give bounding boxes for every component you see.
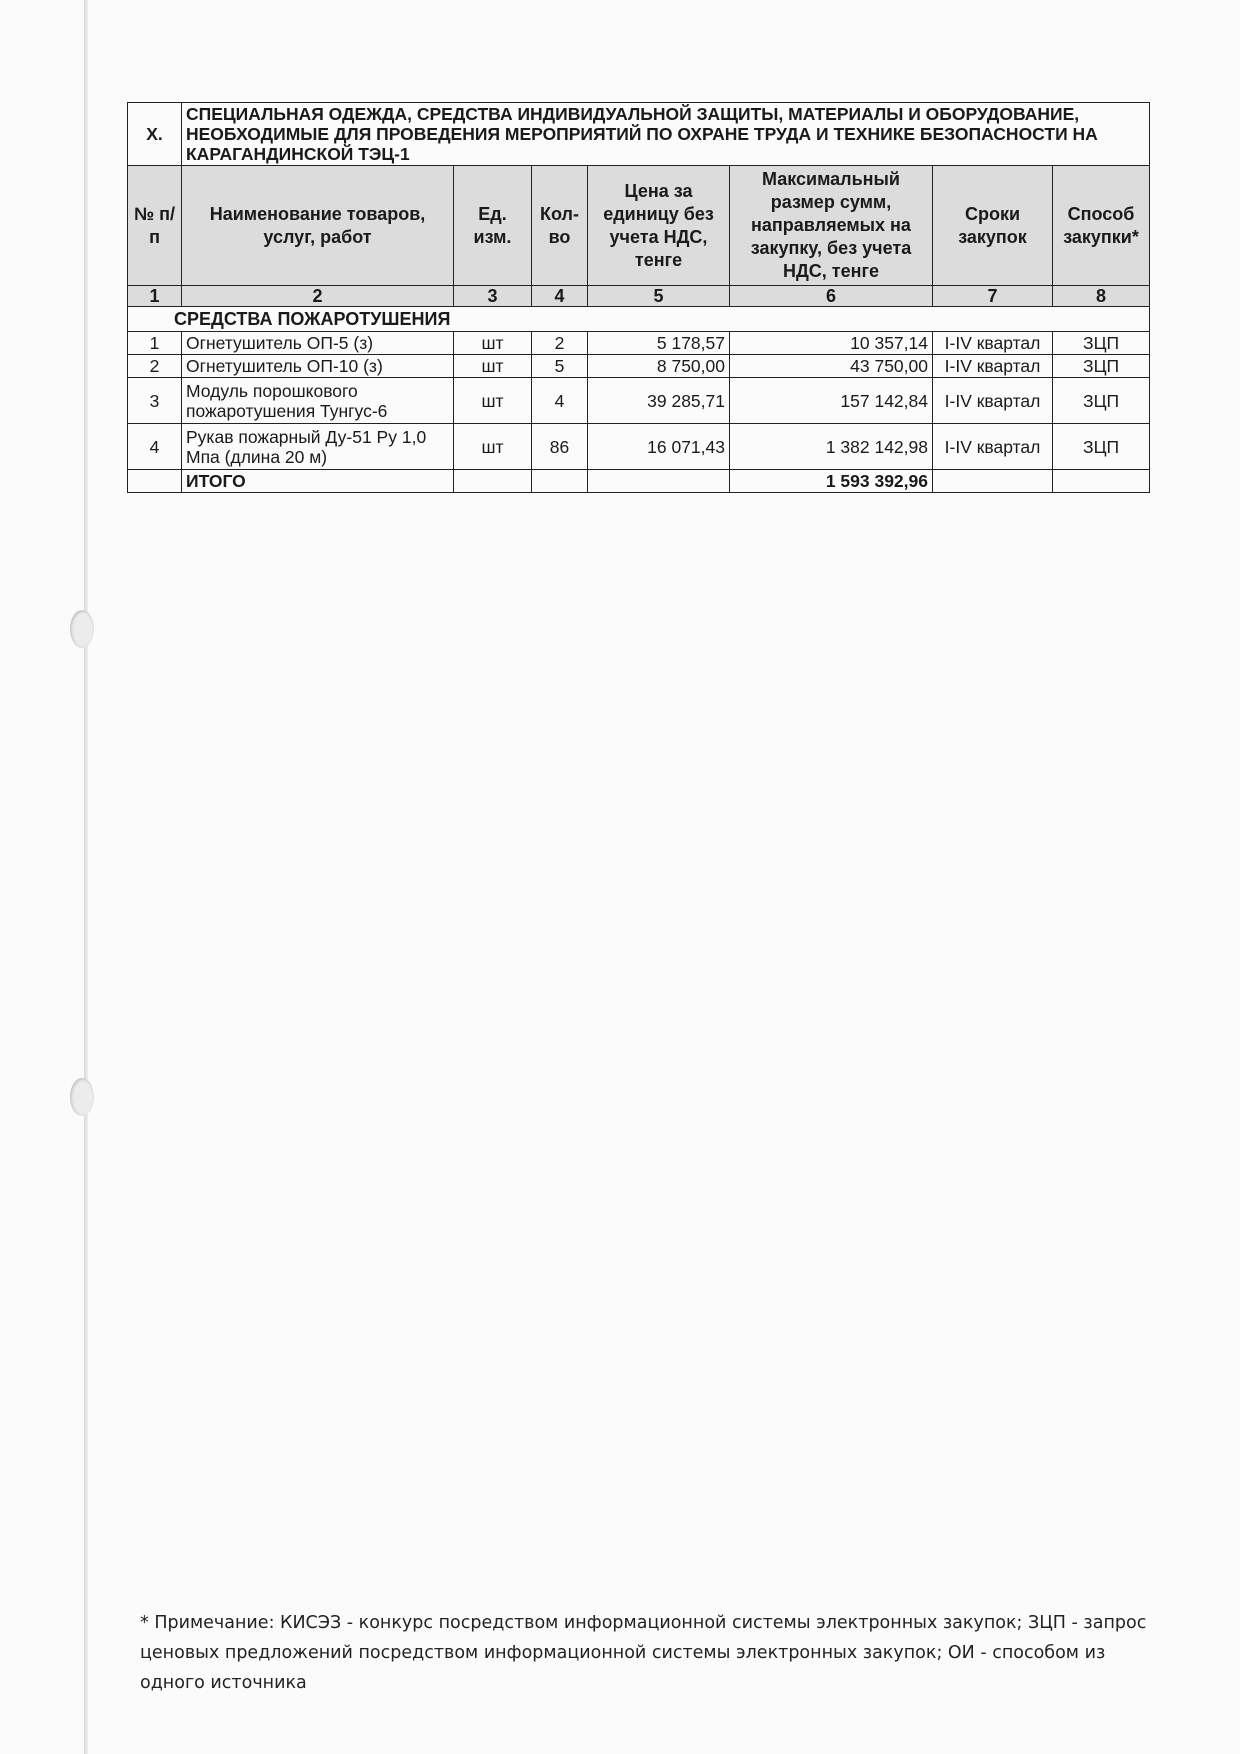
row-price: 8 750,00	[588, 355, 730, 378]
row-name: Рукав пожарный Ду-51 Ру 1,0 Мпа (длина 20 м)	[182, 424, 454, 470]
total-empty	[128, 470, 182, 493]
column-number: 3	[454, 286, 532, 307]
row-name: Огнетушитель ОП-5 (з)	[182, 332, 454, 355]
row-unit: шт	[454, 355, 532, 378]
row-sum: 157 142,84	[730, 378, 933, 424]
header-name: Наименование товаров, услуг, работ	[182, 166, 454, 286]
column-number: 5	[588, 286, 730, 307]
table-row	[128, 332, 1150, 355]
row-unit: шт	[454, 378, 532, 424]
row-name: Огнетушитель ОП-10 (з)	[182, 355, 454, 378]
row-qty: 5	[532, 355, 588, 378]
header-method: Способ закупки*	[1053, 166, 1150, 286]
column-header-row	[128, 166, 1150, 286]
header-qty: Кол-во	[532, 166, 588, 286]
header-price: Цена за единицу без учета НДС, тенге	[588, 166, 730, 286]
row-num: 4	[128, 424, 182, 470]
header-unit: Ед. изм.	[454, 166, 532, 286]
group-title: СРЕДСТВА ПОЖАРОТУШЕНИЯ	[128, 307, 1150, 332]
section-title: СПЕЦИАЛЬНАЯ ОДЕЖДА, СРЕДСТВА ИНДИВИДУАЛЬНОЙ ЗАЩИТЫ, МАТЕРИАЛЫ И ОБОРУДОВАНИЕ, НЕОБХОДИМЫЕ ДЛЯ ПРОВЕДЕНИЯ МЕРОПРИЯТИЙ ПО ОХРАНЕ ТРУДА И ТЕХНИКЕ БЕЗОПАСНОСТИ НА КАРАГАНДИНСКОЙ ТЭЦ-1	[182, 103, 1150, 166]
column-number: 2	[182, 286, 454, 307]
punch-hole	[70, 1078, 94, 1116]
row-period: I-IV квартал	[933, 332, 1053, 355]
row-period: I-IV квартал	[933, 424, 1053, 470]
column-number: 7	[933, 286, 1053, 307]
total-empty	[454, 470, 532, 493]
row-unit: шт	[454, 332, 532, 355]
row-name: Модуль порошкового пожаротушения Тунгус-6	[182, 378, 454, 424]
section-header-row	[128, 103, 1150, 166]
group-row	[128, 307, 1150, 332]
row-num: 2	[128, 355, 182, 378]
total-empty	[933, 470, 1053, 493]
row-method: ЗЦП	[1053, 355, 1150, 378]
total-empty	[588, 470, 730, 493]
row-price: 16 071,43	[588, 424, 730, 470]
total-empty	[1053, 470, 1150, 493]
header-num: № п/п	[128, 166, 182, 286]
table-row	[128, 378, 1150, 424]
punch-hole	[70, 610, 94, 648]
row-num: 3	[128, 378, 182, 424]
row-method: ЗЦП	[1053, 378, 1150, 424]
column-number-row	[128, 286, 1150, 307]
row-price: 39 285,71	[588, 378, 730, 424]
footnote: * Примечание: КИСЭЗ - конкурс посредством информационной системы электронных закупок; ЗЦП - запрос ценовых предложений посредством информационной системы электронных закупок; ОИ - способом из одного источника	[140, 1613, 1147, 1693]
table-row	[128, 424, 1150, 470]
row-sum: 10 357,14	[730, 332, 933, 355]
row-period: I-IV квартал	[933, 355, 1053, 378]
row-sum: 1 382 142,98	[730, 424, 933, 470]
procurement-table	[127, 102, 1150, 493]
section-number: X.	[128, 103, 182, 166]
row-qty: 2	[532, 332, 588, 355]
header-period: Сроки закупок	[933, 166, 1053, 286]
page-edge	[84, 0, 88, 1754]
row-unit: шт	[454, 424, 532, 470]
total-label: ИТОГО	[182, 470, 454, 493]
row-qty: 4	[532, 378, 588, 424]
column-number: 8	[1053, 286, 1150, 307]
row-num: 1	[128, 332, 182, 355]
row-sum: 43 750,00	[730, 355, 933, 378]
total-sum: 1 593 392,96	[730, 470, 933, 493]
row-method: ЗЦП	[1053, 332, 1150, 355]
total-empty	[532, 470, 588, 493]
row-qty: 86	[532, 424, 588, 470]
total-row	[128, 470, 1150, 493]
column-number: 4	[532, 286, 588, 307]
column-number: 6	[730, 286, 933, 307]
table-row	[128, 355, 1150, 378]
column-number: 1	[128, 286, 182, 307]
header-sum: Максимальный размер сумм, направляемых на закупку, без учета НДС, тенге	[730, 166, 933, 286]
row-price: 5 178,57	[588, 332, 730, 355]
row-period: I-IV квартал	[933, 378, 1053, 424]
row-method: ЗЦП	[1053, 424, 1150, 470]
